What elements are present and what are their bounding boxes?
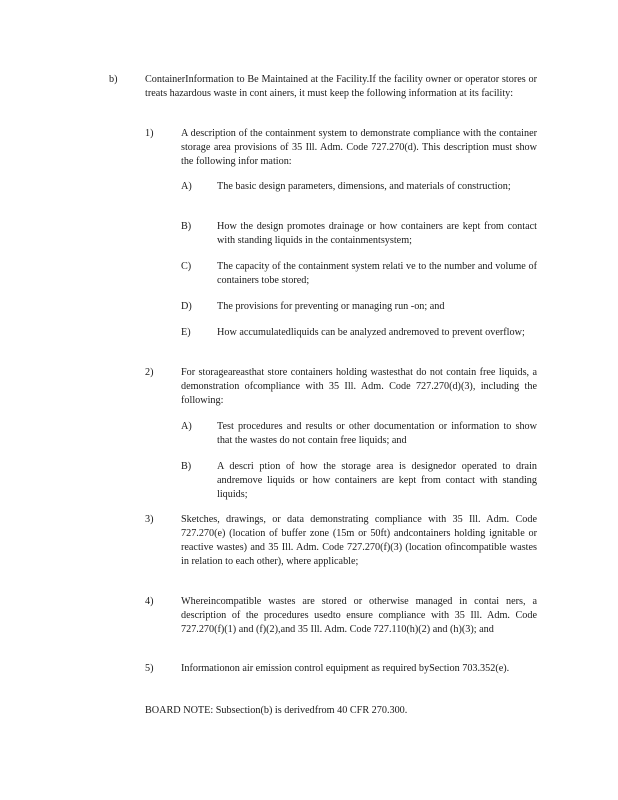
subitem-label: D) — [181, 301, 192, 312]
item-text: A description of the containment system to demonstrate compliance with the container storage area provisions of 35 Ill. Adm. Code 727.270(d). This description must show the following infor mation: — [181, 128, 537, 167]
subitem-text: The basic design parameters, dimensions, and materials of construction; — [217, 181, 511, 192]
section-text: ContainerInformation to Be Maintained at the Facility.If the facility owner or operator stores or treats hazardous waste in cont ainers, it must keep the following information at its facility: — [145, 74, 537, 99]
subitem-label: C) — [181, 261, 192, 272]
item-label: 1) — [145, 128, 154, 139]
item-label: 3) — [145, 514, 154, 525]
subitem-label: B) — [181, 221, 192, 232]
subitem-text: How the design promotes drainage or how containers are kept from contact with standing liquids in the containmentsystem; — [217, 221, 537, 246]
board-note: BOARD NOTE: Subsection(b) is derivedfrom 40 CFR 270.300. — [145, 705, 408, 716]
subitem-label: E) — [181, 327, 191, 338]
subitem-label: A) — [181, 181, 192, 192]
item-text: Whereincompatible wastes are stored or otherwise managed in contai ners, a description of the procedures usedto ensure compliance with 35 Ill. Adm. Code 727.270(f)(1) and (f)(2),and 35 Ill. Adm. Code 727.110(h)(2) and (h)(3); and — [181, 596, 537, 635]
subitem-text: The provisions for preventing or managing run -on; and — [217, 301, 445, 312]
item-text: Informationon air emission control equipment as required bySection 703.352(e). — [181, 663, 510, 674]
item-label: 5) — [145, 663, 154, 674]
subitem-text: A descri ption of how the storage area is designedor operated to drain andremove liquids or how containers are kept from contact with standing liquids; — [217, 461, 537, 500]
subitem-text: The capacity of the containment system relati ve to the number and volume of containers tobe stored; — [217, 261, 537, 286]
item-text: For storageareasthat store containers holding wastesthat do not contain free liquids, a demonstration ofcompliance with 35 Ill. Adm. Code 727.270(d)(3), including the following: — [181, 367, 537, 406]
item-label: 4) — [145, 596, 154, 607]
section-label: b) — [109, 74, 118, 85]
item-label: 2) — [145, 367, 154, 378]
subitem-text: Test procedures and results or other documentation or information to show that the wastes do not contain free liquids; and — [217, 421, 537, 446]
subitem-label: B) — [181, 461, 192, 472]
subitem-text: How accumulatedliquids can be analyzed andremoved to prevent overflow; — [217, 327, 525, 338]
subitem-label: A) — [181, 421, 192, 432]
item-text: Sketches, drawings, or data demonstrating compliance with 35 Ill. Adm. Code 727.270(e) (location of buffer zone (15m or 50ft) andcontainers holding ignitable or reactive wastes) and 35 Ill. Adm. Code 727.270(f)(3) (location ofincompatible wastes in relation to each other), where applicable; — [181, 514, 537, 567]
